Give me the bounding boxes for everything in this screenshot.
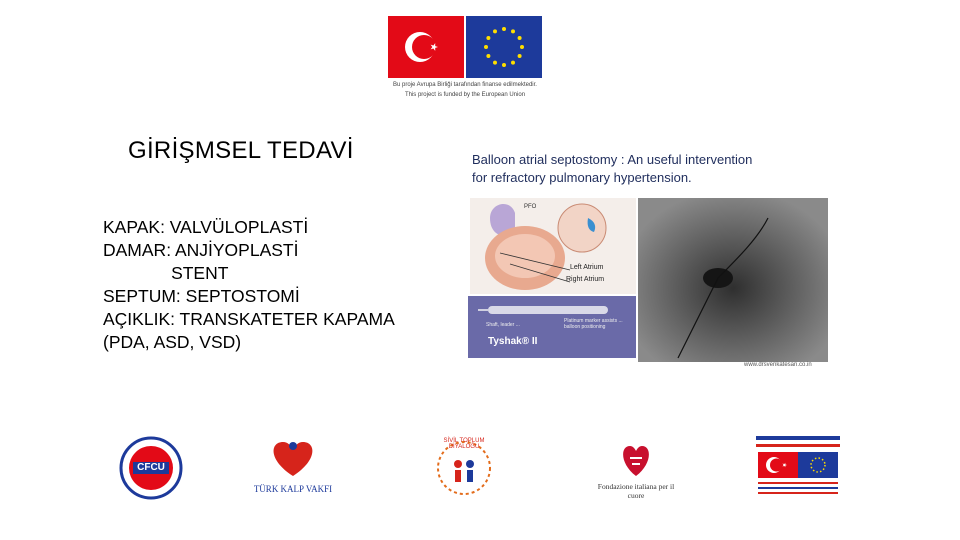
sivil-toplum-logo (428, 436, 500, 500)
eu-flag-icon (466, 16, 542, 78)
cfcu-logo-text: CFCU (137, 462, 165, 473)
label-tyshak: Tyshak® II (488, 336, 538, 347)
label-left-atrium: Left Atrium (570, 264, 604, 271)
text-line-stent: STENT (103, 263, 229, 283)
figure-source-url: www.drsvenkatesan.co.in (744, 362, 812, 368)
text-line-closure: AÇIKLIK: TRANSKATETER KAPAMA (103, 309, 395, 329)
banner-funding-note-en: This project is funded by the European Union (404, 92, 526, 98)
heart-illustration (470, 198, 636, 294)
text-line-septum: SEPTUM: SEPTOSTOMİ (103, 286, 300, 306)
label-right-atrium: Right Atrium (566, 276, 605, 283)
fondazione-text: Fondazione italiana per il cuore (597, 482, 675, 500)
cfcu-logo (118, 436, 184, 500)
figure-caption: Balloon atrial septostomy : An useful intervention (472, 152, 753, 167)
label-shaft: Shaft, leader ... (486, 322, 520, 328)
turk-kalp-vakfi-text: TÜRK KALP VAKFI (253, 484, 333, 494)
septostomy-figure (466, 148, 844, 370)
text-line-vessel: DAMAR: ANJİYOPLASTİ (103, 240, 299, 260)
chest-xray-image (638, 198, 828, 362)
balloon-catheter-image (468, 296, 636, 358)
label-platinum-marker: Platinum marker assists ... balloon positioning (564, 318, 623, 330)
turk-kalp-vakfi-logo (248, 436, 338, 500)
slide-title: GİRİŞMSEL TEDAVİ (128, 137, 354, 164)
banner-funding-note: Bu proje Avrupa Birliği tarafından finanse edilmektedir. (393, 82, 537, 88)
text-line-defects: (PDA, ASD, VSD) (103, 332, 242, 352)
eu-turkey-flag-banner (388, 16, 542, 106)
label-pfo: PFO (524, 204, 537, 210)
text-line-valve: KAPAK: VALVÜLOPLASTİ (103, 217, 309, 237)
sivil-toplum-text: SİVİL TOPLUM DİYALOĞU (443, 438, 485, 450)
fondazione-logo (590, 436, 682, 500)
figure-caption-line2: for refractory pulmonary hypertension. (472, 170, 692, 185)
eu-turkey-logo (756, 436, 840, 500)
turkish-flag-icon (388, 16, 464, 78)
